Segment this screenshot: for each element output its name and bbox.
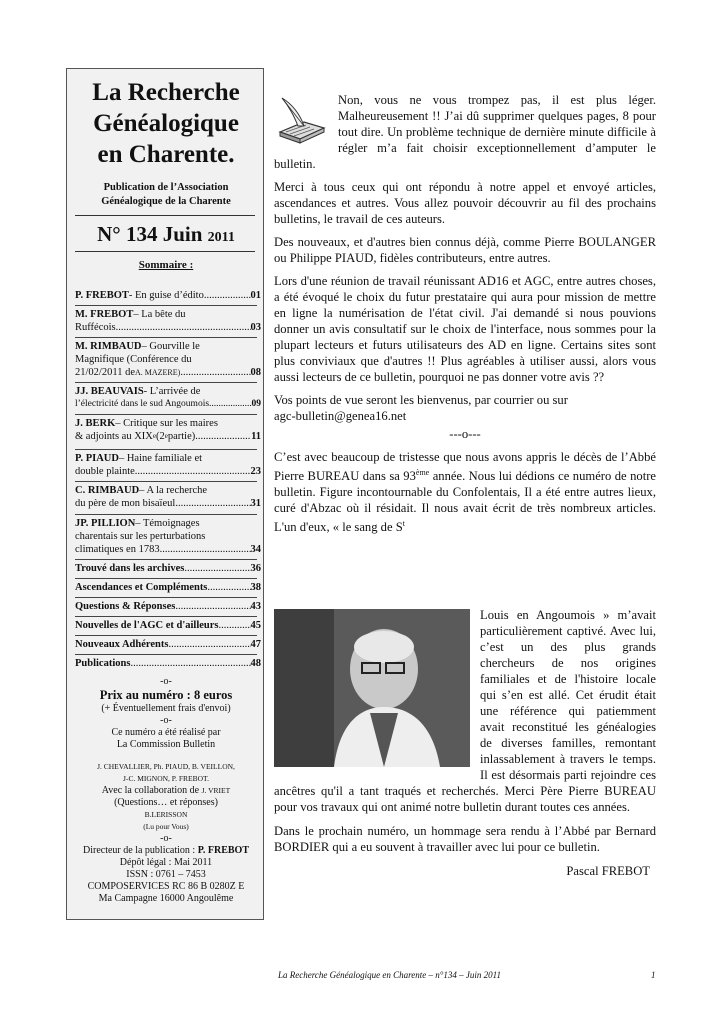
paragraph: Non, vous ne vous trompez pas, il est plus léger. Malheureusement !! J’ai dû supprimer quelques pages, 8 pour tout dire. Un problème technique de dernière minute difficile à régler m’a fait choisir exceptionnellement d’amputer le bulletin. [274,93,656,171]
paragraph: Louis en Angoumois » m’avait particulièrement captivé. Avec lui, c’est un des plus grands chercheurs de nos origines familiales et de l'histoire locale qui s’en est allé. Cet érudit était une référence qui patiemment avait reconstitué les généalogies de diverses familles, remontant inlassablement à travers le temps. Il est désormais parti rejoindre ces ancêtres qu'il a tant traqués et recherchés. Merci Père Pierre BUREAU pour vos travaux qui ont animé notre bulletin durant toutes ces années. [274,608,656,814]
portrait-photo [274,609,470,767]
toc-entry[interactable]: Trouvé dans les archives ..... 36 [75,562,261,575]
toc-divider [75,559,257,560]
price: Prix au numéro : 8 euros [99,688,233,702]
toc-entry[interactable]: Nouvelles de l'AGC et d'ailleurs ..... 45 [75,619,261,632]
toc-entry[interactable]: J. BERK – Critique sur les maires & adjoints au XIX e (2 e partie) ..... 11 [75,417,261,443]
editorial [274,92,656,535]
toc-divider [75,514,257,515]
paragraph: Des nouveaux, et d'autres bien connus déjà, comme Pierre BOULANGER ou Philippe PIAUD, fidèles contributeurs, entre autres. [274,235,656,265]
toc-entry[interactable]: JJ. BEAUVAIS - L’arrivée de l’électricité dans le sud Angoumois ..... 09 [75,385,261,411]
toc-entry[interactable]: C. RIMBAUD – A la recherche du père de mon bisaïeul ..... 31 [75,484,261,510]
toc-entry[interactable]: P. FREBOT - En guise d’édito ..... 01 [75,289,261,302]
paragraph: C’est avec beaucoup de tristesse que nous avons appris le décès de l’Abbé Pierre BUREAU dans sa 93ème année. Nous lui dédions ce numéro de notre bulletin. Figure incontournable du Confolentais, Il a été entre autres lieux, curé d'Abzac où il résidait. Il nous avait écrit de très nombreux articles. L'un d'eux, « le sang de $S^t$ [274,450,656,535]
page-number: 1 [651,970,656,980]
produced-by: La Commission Bulletin [116,739,216,750]
divider [75,251,255,252]
issn: ISSN : 0761 – 7453 [126,869,206,880]
toc-divider [75,481,257,482]
journal-title-line: Généalogique [93,110,239,137]
paragraph: Vos points de vue seront les bienvenus, par courrier ou sur agc-bulletin@genea16.net [274,393,568,423]
toc-divider [75,414,257,415]
journal-title [67,77,265,170]
team: J-C. MIGNON, P. FREBOT. [123,774,209,783]
toc-entry[interactable]: Publications ..... 48 [75,657,261,670]
toc-entry[interactable]: JP. PILLION – Témoignages charentais sur les perturbations climatiques en 1783 ..... 34 [75,517,261,556]
printer: COMPOSERVICES RC 86 B 0280Z E [87,881,245,892]
ornament: -o- [160,833,172,844]
toc-divider [75,597,257,598]
sidebar-box [66,68,264,920]
toc-divider [75,449,257,450]
priest-portrait-image [274,609,470,767]
team: J. CHEVALLIER, Ph. PIAUD, B. VEILLON, [97,762,235,771]
toc-divider [75,616,257,617]
sommaire-heading: Sommaire : [138,259,194,271]
legal-deposit: Dépôt légal : Mai 2011 [119,857,213,868]
toc-divider [75,337,257,338]
publisher-line: Publication de l’Association [103,182,229,193]
ornament: -o- [160,676,172,687]
toc-entry[interactable]: Questions & Réponses ..... 43 [75,600,261,613]
footer-text: La Recherche Généalogique en Charente – n°134 – Juin 2011 [278,970,501,980]
produced-by: Ce numéro a été réalisé par [111,727,221,738]
toc-divider [75,578,257,579]
address: Ma Campagne 16000 Angoulême [98,893,234,904]
publisher-line: Généalogique de la Charente [101,196,231,207]
toc-entry[interactable]: M. FREBOT – La bête du Ruffécois ..... 03 [75,308,261,334]
collaborator: B.LERISSON [144,810,188,819]
signature: Pascal FREBOT [566,864,650,878]
separator: ---o--- [449,427,481,441]
ornament: -o- [160,715,172,726]
quill-book-icon [274,92,330,148]
toc-entry[interactable]: Nouveaux Adhérents ..... 47 [75,638,261,651]
toc-entry[interactable]: Ascendances et Compléments ..... 38 [75,581,261,594]
toc-divider [75,635,257,636]
toc-entry[interactable]: P. PIAUD – Haine familiale et double plainte ..... 23 [75,452,261,478]
paragraph: Dans le prochain numéro, un hommage sera rendu à l’Abbé par Bernard BORDIER qui a eu souvent à travailler avec lui pour ce bulletin. [274,824,656,854]
divider [75,215,255,216]
paragraph: Lors d'une réunion de travail réunissant AD16 et AGC, entre autres choses, a été évoqué le choix du futur prestataire qui aura pour mission de mettre en ligne la numérisation de l'état civil. J'ai demandé si nous pouvions donner un avis consultatif sur le choix de l'interface, nous sommes pour la plupart lecteurs et futurs utilisateurs des AD en ligne. Certains sites sont plus conviviaux que d'autres !! Plus agréables à utiliser aussi, alors vous aussi lecteurs de ce bulletin, pourquoi ne pas donner votre avis ?? [274,274,656,384]
toc-divider [75,654,257,655]
toc-divider [75,382,257,383]
collaboration-note: (Questions… et réponses) [114,797,218,808]
issue-number: N° 134 Juin 2011 [97,222,235,246]
price-note: (+ Éventuellement frais d'envoi) [101,703,231,714]
paragraph: Merci à tous ceux qui ont répondu à notre appel et envoyé articles, ascendances et autres. Vous allez pouvoir découvrir au fil des prochains bulletins, le travail de ces auteurs. [274,180,656,226]
email-link[interactable]: agc-bulletin@genea16.net [274,409,407,423]
toc-divider [75,305,257,306]
collaboration: Avec la collaboration de J. VRIET [101,785,231,796]
journal-title-line: en Charente. [97,141,235,168]
publisher [67,181,265,209]
credits-block [67,676,265,905]
tribute [274,607,656,892]
collaboration-note: (Lu pour Vous) [143,822,189,831]
toc-entry[interactable]: M. RIMBAUD – Gourville le Magnifique (Conférence du 21/02/2011 de A. MAZERE) ..... 08 [75,340,261,379]
director: Directeur de la publication : P. FREBOT [83,845,249,856]
journal-title-line: La Recherche [92,79,240,106]
